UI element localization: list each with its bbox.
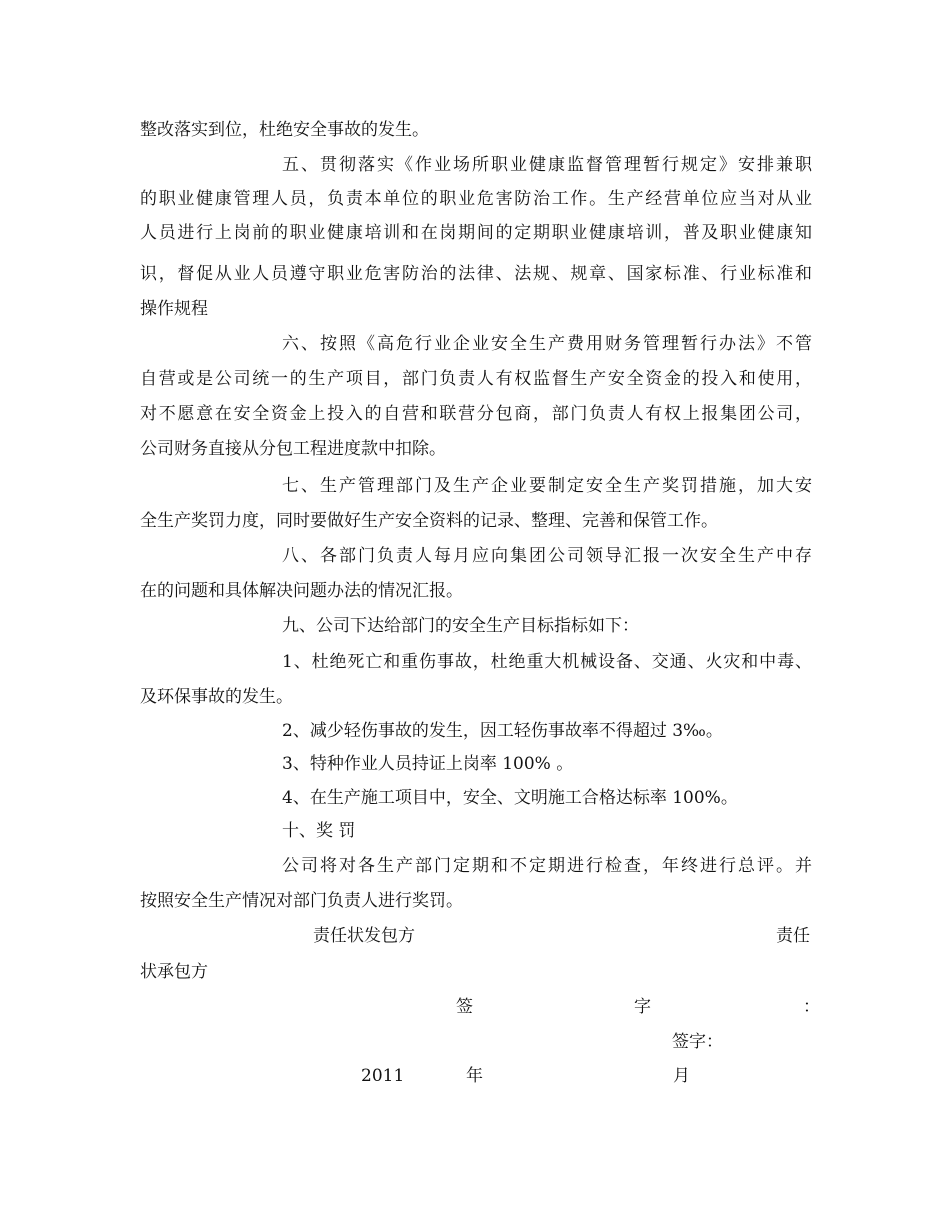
paragraph-line: 公司将对各生产部门定期和不定期进行检查，年终进行总评。并: [282, 856, 812, 876]
paragraph-line: 按照安全生产情况对部门负责人进行奖罚。: [140, 891, 463, 911]
issuer-label: 责任状发包方: [313, 926, 415, 946]
signature-char-1: 签: [456, 997, 473, 1017]
target-item-2: 2、减少轻伤事故的发生，因工轻伤事故率不得超过 3‰。: [282, 721, 723, 741]
date-year: 2011: [361, 1066, 405, 1086]
paragraph-line: 的职业健康管理人员，负责本单位的职业危害防治工作。生产经营单位应当对从业: [140, 189, 812, 209]
contractor-label-part2: 状承包方: [140, 962, 208, 982]
section-ten-heading: 十、奖 罚: [282, 821, 356, 841]
contractor-label-part1: 责任: [776, 926, 810, 946]
date-month-unit: 月: [673, 1066, 690, 1086]
paragraph-line: 识，督促从业人员遵守职业危害防治的法律、法规、规章、国家标准、行业标准和: [140, 264, 812, 284]
paragraph-line: 操作规程: [140, 299, 208, 319]
signature-label: 签字：: [672, 1032, 723, 1052]
signature-char-2: 字: [634, 997, 651, 1017]
paragraph-line: 对不愿意在安全资金上投入的自营和联营分包商，部门负责人有权上报集团公司，: [140, 404, 812, 424]
section-six-heading: 六、按照《高危行业企业安全生产费用财务管理暂行办法》不管: [282, 334, 812, 354]
paragraph-line: 整改落实到位，杜绝安全事故的发生。: [140, 120, 429, 140]
target-item-1: 1、杜绝死亡和重伤事故，杜绝重大机械设备、交通、火灾和中毒、: [282, 652, 812, 672]
target-item-3: 3、特种作业人员持证上岗率 100% 。: [282, 754, 574, 774]
paragraph-line: 全生产奖罚力度，同时要做好生产安全资料的记录、整理、完善和保管工作。: [140, 511, 718, 531]
section-seven-heading: 七、生产管理部门及生产企业要制定安全生产奖罚措施，加大安: [282, 476, 812, 496]
section-nine-heading: 九、公司下达给部门的安全生产目标指标如下：: [282, 616, 639, 636]
paragraph-line: 公司财务直接从分包工程进度款中扣除。: [140, 439, 446, 459]
paragraph-line: 人员进行上岗前的职业健康培训和在岗期间的定期职业健康培训，普及职业健康知: [140, 223, 812, 243]
section-five-heading: 五、贯彻落实《作业场所职业健康监督管理暂行规定》安排兼职: [282, 155, 812, 175]
signature-colon: ：: [803, 997, 820, 1017]
section-eight-heading: 八、各部门负责人每月应向集团公司领导汇报一次安全生产中存: [282, 546, 812, 566]
paragraph-line: 在的问题和具体解决问题办法的情况汇报。: [140, 581, 463, 601]
paragraph-line: 自营或是公司统一的生产项目，部门负责人有权监督生产安全资金的投入和使用，: [140, 369, 812, 389]
date-year-unit: 年: [466, 1066, 483, 1086]
target-item-4: 4、在生产施工项目中，安全、文明施工合格达标率 100%。: [282, 788, 738, 808]
paragraph-line: 及环保事故的发生。: [140, 687, 293, 707]
